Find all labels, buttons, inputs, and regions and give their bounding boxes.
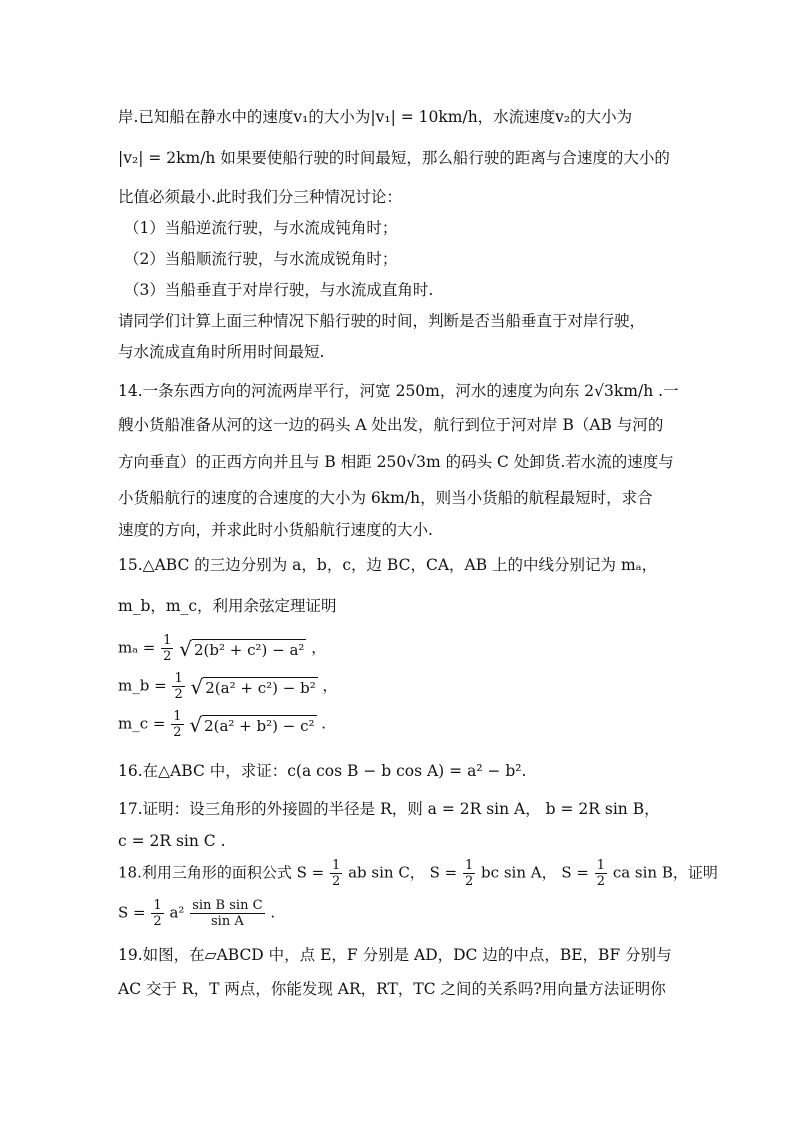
problem-14-line: 方向垂直）的正西方向并且与 B 相距 250√3m 的码头 C 处卸货.若水流的速度与 (118, 453, 674, 471)
text-line: 比值必须最小.此时我们分三种情况讨论： (118, 188, 402, 206)
problem-14-line: 14.一条东西方向的河流两岸平行，河宽 250m，河水的速度为向东 2√3km/h .一 (118, 382, 679, 400)
text-line: 请同学们计算上面三种情况下船行驶的时间，判断是否当船垂直于对岸行驶， (118, 312, 646, 330)
problem-19-line: 19.如图，在▱ABCD 中，点 E，F 分别是 AD，DC 边的中点，BE，BF 分别与 (118, 946, 672, 964)
problem-14-line: 艘小货船准备从河的这一边的码头 A 处出发，航行到位于河对岸 B（AB 与河的 (118, 416, 664, 434)
problem-18-line: 18.利用三角形的面积公式 S = $\frac{1}{2}$ ab sin C， S = $\frac{1}{2}$ bc sin A， S = $\frac{1}{2}$ ca sin B，证明 (118, 858, 718, 889)
formula-mc: m_c = $\frac{1}{2}$ √ 2(a² + b²) − c² . (118, 709, 327, 740)
problem-16-line: 16.在△ABC 中，求证：c(a cos B − b cos A) = a² − b². (118, 762, 527, 780)
problem-14-line: 小货船航行的速度的合速度的大小为 6km/h，则当小货船的航程最短时，求合 (118, 489, 653, 507)
text-line: （1）当船逆流行驶，与水流成钝角时； (124, 219, 398, 237)
text-line: |v₂| = 2km/h 如果要使船行驶的时间最短，那么船行驶的距离与合速度的大小的 (118, 149, 670, 167)
problem-14-line: 速度的方向，并求此时小货船航行速度的大小. (118, 521, 433, 539)
problem-17-line: c = 2R sin C . (118, 832, 226, 850)
problem-18-formula: S = $\frac{1}{2}$ a² $\frac{\text{sin B sin C}}{\text{sin A}}$ . (118, 898, 276, 929)
formula-ma: mₐ = $\frac{1}{2}$ √ 2(b² + c²) − a² ， (118, 633, 327, 664)
formula-mb: m_b = $\frac{1}{2}$ √ 2(a² + c²) − b² ， (118, 671, 338, 702)
problem-17-line: 17.证明：设三角形的外接圆的半径是 R，则 a = 2R sin A， b = 2R sin B， (118, 800, 660, 818)
text-line: （2）当船顺流行驶，与水流成锐角时； (124, 250, 398, 268)
problem-19-line: AC 交于 R，T 两点，你能发现 AR，RT，TC 之间的关系吗?用向量方法证明你 (118, 980, 666, 998)
text-line: 岸.已知船在静水中的速度v₁的大小为|v₁| = 10km/h，水流速度v₂的大小为 (118, 108, 633, 126)
text-line: 与水流成直角时所用时间最短. (118, 343, 325, 361)
problem-15-line: m_b，m_c，利用余弦定理证明 (118, 597, 337, 615)
text-line: （3）当船垂直于对岸行驶，与水流成直角时. (124, 281, 434, 299)
problem-15-line: 15.△ABC 的三边分别为 a，b，c，边 BC，CA，AB 上的中线分别记为 mₐ， (118, 556, 658, 574)
